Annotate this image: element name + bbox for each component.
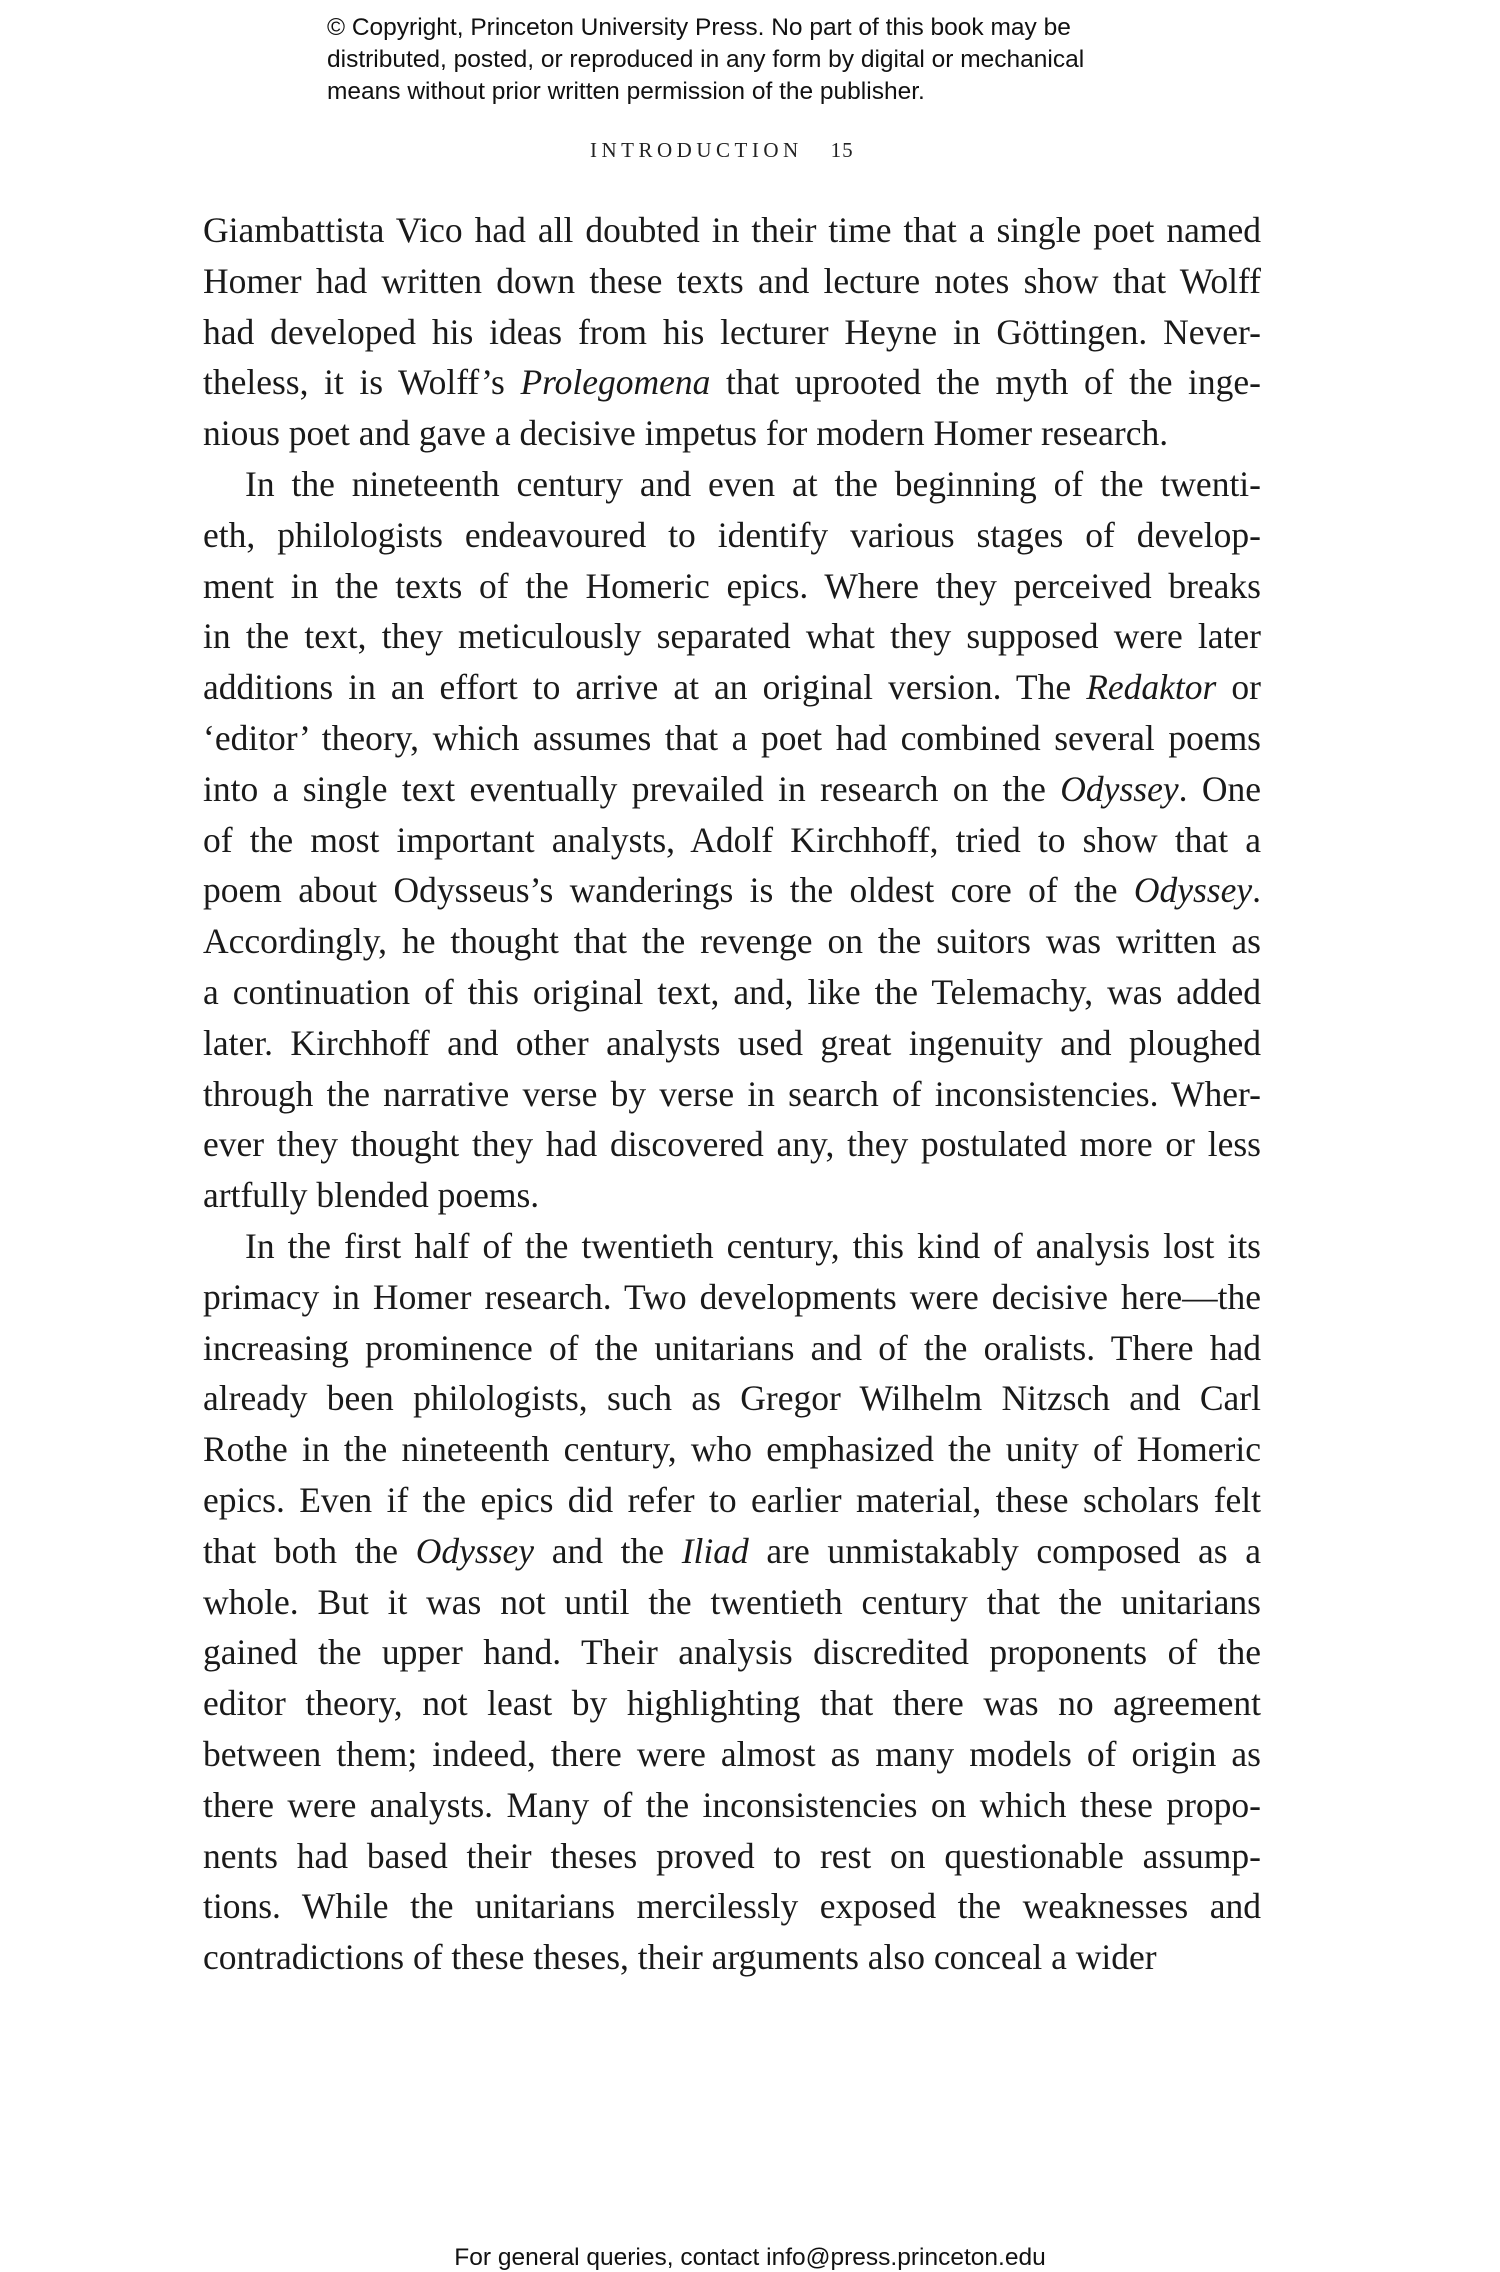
copyright-line: distributed, posted, or reproduced in any form by digital or mechanical bbox=[327, 46, 1085, 73]
text-line: tions. While the unitarians mercilessly exposed the weaknesses and bbox=[203, 1886, 1261, 1927]
text-line: In the first half of the twentieth century, this kind of analysis lost its bbox=[245, 1225, 1261, 1266]
text-line: nious poet and gave a decisive impetus for modern Homer research. bbox=[203, 413, 1169, 454]
paragraph bbox=[203, 1221, 1261, 1983]
text-line: in the text, they meticulously separated what they supposed were later bbox=[203, 616, 1261, 657]
text-line: into a single text eventually prevailed in research on the Odyssey. One bbox=[203, 768, 1261, 809]
text-line: that both the Odyssey and the Iliad are unmistakably composed as a bbox=[203, 1530, 1261, 1571]
text-line: there were analysts. Many of the inconsistencies on which these propo- bbox=[203, 1784, 1261, 1825]
text-line: additions in an effort to arrive at an original version. The Redaktor or bbox=[203, 667, 1261, 708]
text-line: poem about Odysseus’s wanderings is the oldest core of the Odyssey. bbox=[203, 870, 1261, 911]
text-line: In the nineteenth century and even at the beginning of the twenti- bbox=[245, 463, 1261, 504]
text-line: increasing prominence of the unitarians and of the oralists. There had bbox=[203, 1327, 1261, 1368]
copyright-line: means without prior written permission of the publisher. bbox=[327, 78, 925, 105]
text-line: of the most important analysts, Adolf Kirchhoff, tried to show that a bbox=[203, 819, 1261, 860]
text-line: contradictions of these theses, their arguments also conceal a wider bbox=[203, 1937, 1157, 1978]
text-line: Giambattista Vico had all doubted in their time that a single poet named bbox=[203, 210, 1261, 250]
text-line: Rothe in the nineteenth century, who emphasized the unity of Homeric bbox=[203, 1429, 1261, 1470]
text-line: nents had based their theses proved to rest on questionable assump- bbox=[203, 1835, 1261, 1876]
text-line: artfully blended poems. bbox=[203, 1175, 540, 1216]
text-line: already been philologists, such as Gregor Wilhelm Nitzsch and Carl bbox=[203, 1378, 1261, 1419]
text-line: eth, philologists endeavoured to identify various stages of develop- bbox=[203, 514, 1261, 555]
footer-contact: For general queries, contact info@press.princeton.edu bbox=[454, 2244, 1046, 2271]
body-text bbox=[203, 205, 1261, 1983]
text-line: later. Kirchhoff and other analysts used great ingenuity and ploughed bbox=[203, 1022, 1261, 1063]
text-line: primacy in Homer research. Two developments were decisive here—the bbox=[203, 1276, 1261, 1317]
running-head-title: INTRODUCTION bbox=[590, 138, 803, 162]
text-line: gained the upper hand. Their analysis discredited proponents of the bbox=[203, 1632, 1261, 1673]
text-line: through the narrative verse by verse in search of inconsistencies. Wher- bbox=[203, 1073, 1261, 1114]
page-number: 15 bbox=[830, 138, 854, 162]
text-line: editor theory, not least by highlighting that there was no agreement bbox=[203, 1683, 1261, 1724]
copyright-notice bbox=[327, 12, 1227, 108]
paragraph bbox=[203, 459, 1261, 1221]
text-line: epics. Even if the epics did refer to earlier material, these scholars felt bbox=[203, 1479, 1261, 1520]
copyright-line: © Copyright, Princeton University Press. No part of this book may be bbox=[327, 14, 1071, 41]
running-head bbox=[590, 138, 854, 163]
text-line: whole. But it was not until the twentieth century that the unitarians bbox=[203, 1581, 1261, 1622]
text-line: ‘editor’ theory, which assumes that a poet had combined several poems bbox=[203, 717, 1261, 758]
text-line: a continuation of this original text, and, like the Telemachy, was added bbox=[203, 971, 1261, 1012]
text-line: between them; indeed, there were almost as many models of origin as bbox=[203, 1733, 1261, 1774]
text-line: ment in the texts of the Homeric epics. Where they perceived breaks bbox=[203, 565, 1261, 606]
text-line: Homer had written down these texts and lecture notes show that Wolff bbox=[203, 260, 1261, 301]
text-line: had developed his ideas from his lecturer Heyne in Göttingen. Never- bbox=[203, 311, 1261, 352]
text-line: theless, it is Wolff’s Prolegomena that uprooted the myth of the inge- bbox=[203, 362, 1261, 403]
text-line: ever they thought they had discovered any, they postulated more or less bbox=[203, 1124, 1261, 1165]
text-line: Accordingly, he thought that the revenge on the suitors was written as bbox=[203, 921, 1261, 962]
paragraph bbox=[203, 205, 1261, 459]
